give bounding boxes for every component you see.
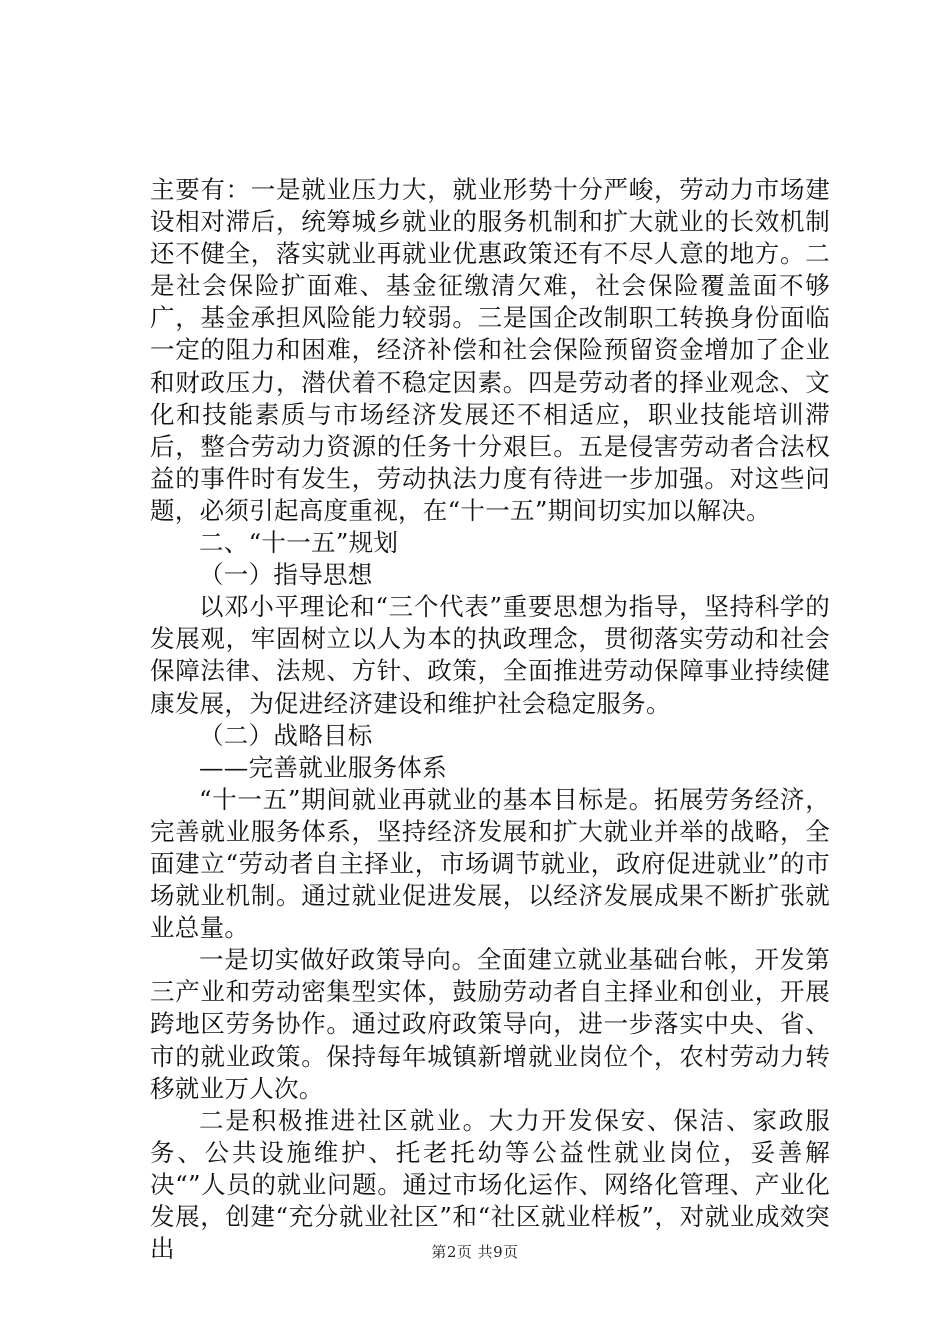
document-body bbox=[150, 174, 830, 1265]
paragraph-policy-guidance: 一是切实做好政策导向。全面建立就业基础台帐，开发第三产业和劳动密集型实体，鼓励劳动者自主择业和创业，开展跨地区劳务协作。通过政府政策导向，进一步落实中央、省、市的就业政策。保持每年城镇新增就业岗位个，农村劳动力转移就业万人次。 bbox=[150, 945, 830, 1103]
subsection-heading-strategic-goals: （二）战略目标 bbox=[199, 720, 373, 750]
section-heading-plan: 二、“十一五”规划 bbox=[199, 528, 399, 558]
paragraph-community-employment: 二是积极推进社区就业。大力开发保安、保洁、家政服务、公共设施维护、托老托幼等公益性就业岗位，妥善解决“”人员的就业问题。通过市场化运作、网络化管理、产业化发展，创建“充分就业社区”和“社区就业样板”，对就业成效突出 bbox=[150, 1105, 830, 1264]
page-footer bbox=[0, 1241, 950, 1262]
paragraph-employment-goals: “十一五”期间就业再就业的基本目标是。拓展劳务经济，完善就业服务体系，坚持经济发展和扩大就业并举的战略，全面建立“劳动者自主择业，市场调节就业，政府促进就业”的市场就业机制。通过就业促进发展，以经济发展成果不断扩张就业总量。 bbox=[150, 784, 830, 943]
item-heading-employment-service: ——完善就业服务体系 bbox=[199, 752, 447, 782]
page-number-label: 第2页 共9页 bbox=[431, 1243, 519, 1261]
paragraph-guiding-thought: 以邓小平理论和“三个代表”重要思想为指导，坚持科学的发展观，牢固树立以人为本的执政理念，贯彻落实劳动和社会保障法律、法规、方针、政策，全面推进劳动保障事业持续健康发展，为促进经济建设和维护社会稳定服务。 bbox=[150, 592, 830, 718]
paragraph-problems: 主要有：一是就业压力大，就业形势十分严峻，劳动力市场建设相对滞后，统筹城乡就业的服务机制和扩大就业的长效机制还不健全，落实就业再就业优惠政策还有不尽人意的地方。二是社会保险扩面难、基金征缴清欠难，社会保险覆盖面不够广，基金承担风险能力较弱。三是国企改制职工转换身份面临一定的阻力和困难，经济补偿和社会保险预留资金增加了企业和财政压力，潜伏着不稳定因素。四是劳动者的择业观念、文化和技能素质与市场经济发展还不相适应，职业技能培训滞后，整合劳动力资源的任务十分艰巨。五是侵害劳动者合法权益的事件时有发生，劳动执法力度有待进一步加强。对这些问题，必须引起高度重视，在“十一五”期间切实加以解决。 bbox=[150, 175, 830, 525]
subsection-heading-guiding-thought: （一）指导思想 bbox=[199, 560, 373, 590]
